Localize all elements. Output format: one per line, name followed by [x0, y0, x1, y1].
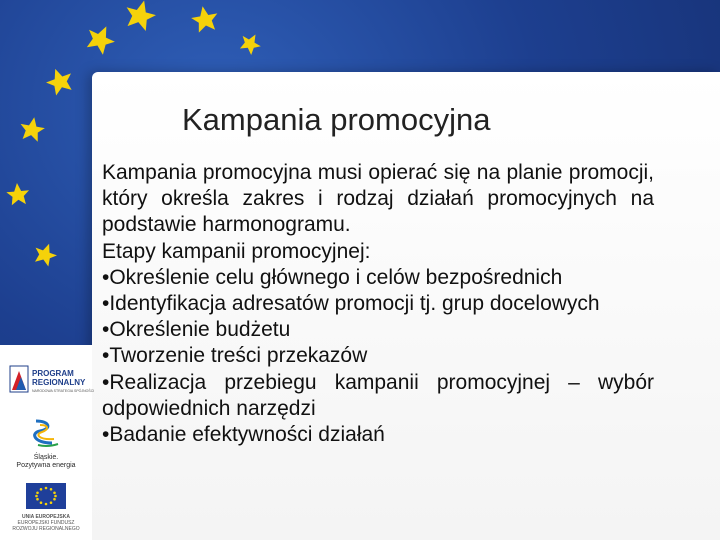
- bullet-item: •Realizacja przebiegu kampanii promocyjnej – wybór odpowiednich narzędzi: [102, 370, 654, 420]
- bullet-item: •Badanie efektywności działań: [102, 423, 385, 447]
- slide-title: Kampania promocyjna: [182, 102, 491, 137]
- slaskie-logo: [0, 417, 92, 470]
- intro-paragraph: Kampania promocyjna musi opierać się na planie promocji, który określa zakres i rodzaj działań promocyjnych na podstawie harmonogramu.: [102, 161, 654, 237]
- program-regionalny-icon: [6, 363, 95, 397]
- bullet-item: •Określenie celu głównego i celów bezpośrednich: [102, 265, 563, 289]
- eu-flag-icon: [26, 483, 66, 509]
- stages-heading: Etapy kampanii promocyjnej:: [102, 239, 371, 263]
- slaskie-tagline: Pozytywna energia: [16, 462, 76, 469]
- program-regionalny-logo: [0, 363, 95, 402]
- eu-logo: [0, 483, 92, 532]
- svg-text:NARODOWA STRATEGIA SPÓJNOŚCI: NARODOWA STRATEGIA SPÓJNOŚCI: [32, 389, 95, 393]
- slide-body: [102, 160, 654, 448]
- logo-sidebar: [0, 345, 95, 540]
- bullet-item: •Identyfikacja adresatów promocji tj. grup docelowych: [102, 292, 600, 316]
- bullet-item: •Tworzenie treści przekazów: [102, 344, 368, 368]
- eu-fund-label-2: ROZWOJU REGIONALNEGO: [12, 526, 80, 532]
- slaskie-name: Śląskie.: [33, 454, 59, 461]
- eu-label: UNIA EUROPEJSKA: [22, 514, 70, 520]
- svg-text:PROGRAM: PROGRAM: [32, 369, 74, 378]
- slaskie-wave-icon: [26, 417, 66, 449]
- eu-fund-label: EUROPEJSKI FUNDUSZ: [17, 520, 75, 526]
- svg-text:REGIONALNY: REGIONALNY: [32, 378, 86, 387]
- bullet-item: •Określenie budżetu: [102, 318, 291, 342]
